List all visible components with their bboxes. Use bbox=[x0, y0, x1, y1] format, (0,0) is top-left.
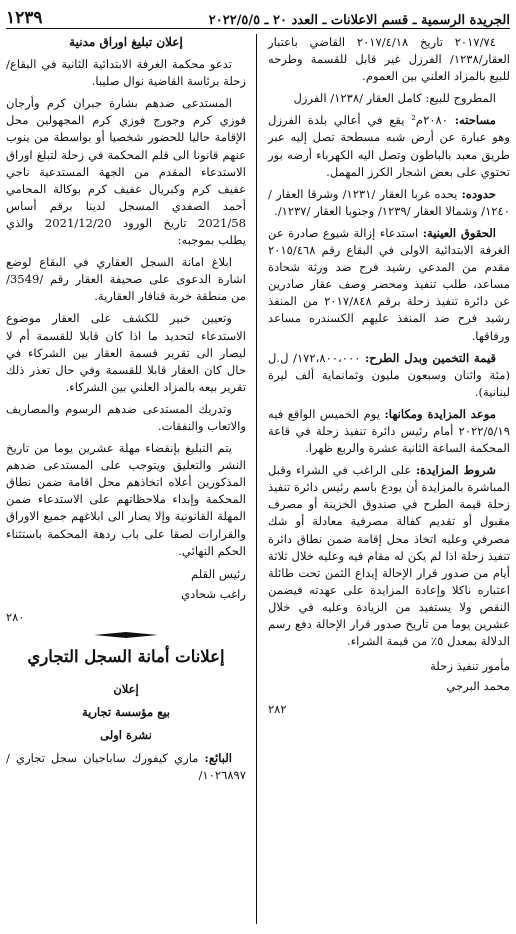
paragraph-judgment: ٢٠١٧/٧٤ تاريخ ٢٠١٧/٤/١٨ القاضي باعتبار العقار/١٢٣٨/ الفرزل غير قابل للقسمة وطرحه للبيع بالمزاد العلني بين العموم. bbox=[268, 35, 510, 84]
label-area: مساحته: bbox=[454, 113, 496, 128]
ad-subtitle-edition: نشرة اولى bbox=[100, 728, 152, 743]
left-column bbox=[6, 34, 246, 930]
signature-name: راغب شحادي bbox=[181, 586, 246, 601]
ad-title: إعلان bbox=[113, 682, 139, 697]
label-conditions: شروط المزايدة: bbox=[415, 463, 496, 478]
paragraph-area bbox=[268, 112, 510, 180]
paragraph-court: تدعو محكمة الغرفة الابتدائية الثانية في البقاع/ زحلة برئاسة القاضية نوال صليبا. bbox=[6, 57, 246, 89]
label-rights: الحقوق العينية: bbox=[422, 225, 497, 240]
text-rights: استدعاء إزالة شيوع صادرة عن الغرفة الابتدائية الاولى في البقاع رقم ٢٠١٥/٤٦٨ مقدم من المدعي رشيد فرح ضد ورثة شحادة مساعد، طلب تنفيذ ومحضر وصف عقار صادرين عن دائرة تنفيذ زحلة برقم ٢٠١٧/٨٤٨ من المنفذ رشيد فرح ضد المنفذ عليهم الكسندره مساعد ورفاقها. bbox=[268, 225, 510, 343]
signature-name: محمد البرجي bbox=[446, 679, 510, 694]
text-seller: ماري كيفورك ساباجيان سجل تجاري /١٠٢٦٨٩٧/ bbox=[6, 751, 246, 783]
label-auction-date: موعد المزايدة ومكانها: bbox=[384, 406, 497, 421]
text-boundaries: يحده غربا العقار /١٢٣١/ وشرقا العقار /١٢٤٠/ وشمالا العقار /١٢٣٩/ وجنوبا العقار /١٢٣٧/. bbox=[268, 186, 510, 218]
paragraph-rights bbox=[268, 225, 510, 345]
columns bbox=[6, 34, 510, 930]
label-seller: البائع: bbox=[204, 751, 233, 766]
paragraph-defendants: المستدعى ضدهم بشارة جبران كرم وأرجان فوزي كرم وجورج فوزي كرم المجهولين محل الإقامة حاليا للحضور شخصيا أو بواسطة من ينوب عنهم قانونا الى قلم المحكمة في زحلة لتبلغ اوراق الاستدعاء المقدم من الجهة المستدعية ناجي عفيف كرم وكبريال عفيف كرم بوكالة المحامي أحمد الصفدي المسجل لدينا برقم أساس 2021/58 تاريخ الورود 2021/12/20 والذي يطلب بموجبه: bbox=[6, 96, 246, 248]
paragraph-valuation bbox=[268, 350, 510, 401]
page-header bbox=[6, 4, 510, 29]
label-valuation: قيمة التخمين وبدل الطرح: bbox=[364, 350, 496, 365]
label-boundaries: حدوده: bbox=[461, 186, 496, 201]
signature-title: رئيس القلم bbox=[191, 566, 246, 581]
paragraph-conditions bbox=[268, 462, 510, 650]
right-column bbox=[268, 34, 510, 930]
paragraph-auction-date bbox=[268, 406, 510, 457]
paragraph-boundaries bbox=[268, 186, 510, 220]
paragraph-for-sale: المطروح للبيع: كامل العقار /١٢٣٨/ الفرزل bbox=[293, 91, 496, 106]
paragraph-request-1: ابلاغ امانة السجل العقاري في البقاع لوضع اشارة الدعوى على صحيفة العقار رقم /3549/ من منطقة خربة قنافار العقارية. bbox=[6, 255, 246, 304]
ad-subtitle-sale: بيع مؤسسة تجارية bbox=[81, 705, 170, 720]
paragraph-deadline: يتم التبليغ بإنقضاء مهلة عشرين يوما من تاريخ النشر والتعليق ويتوجب على المستدعى ضدهم المذكورين أعلاه اتخاذهم محل اقامة ضمن نطاق المحكمة وإبداء ملاحظاتهم على الاستدعاء ضمن المهلة القانونية وإلا يصار الى ابلاغهم جميع الاوراق والقرارات لصقا على باب ردهة المحكمة باستثناء الحكم النهائي. bbox=[6, 441, 246, 558]
notice-number: ٢٨٠ bbox=[6, 609, 25, 624]
text-valuation: ١٧٢،٨٠٠،٠٠٠/ ل.ل (مئة واثنان وسبعون مليون وثمانماية ألف ليرة لبنانية). bbox=[268, 350, 510, 399]
text-auction-date: يوم الخميس الواقع فيه ٢٠٢٢/٥/١٩ أمام رئيس دائرة تنفيذ زحلة في قاعة المحكمة الساعة الثانية عشرة والربع ظهرا. bbox=[268, 406, 510, 456]
notice-number: ٢٨٢ bbox=[268, 702, 287, 717]
paragraph-seller bbox=[6, 750, 246, 784]
section-title: إعلانات أمانة السجل التجاري bbox=[27, 647, 225, 666]
signature-title: مأمور تنفيذ زحلة bbox=[430, 659, 510, 674]
paragraph-request-2: وتعيين خبير للكشف على العقار موضوع الاستدعاء لتحديد ما اذا كان قابلا للقسمة أم لا ليصار الى تقرير قسمة العقار بين الشركاء في حال كان العقار قابلا للقسمة وفي حال تعذر ذلك تقرير بيعه بالمزاد العلني بين الشركاء. bbox=[6, 311, 246, 394]
diamond-rule-icon bbox=[94, 632, 158, 638]
running-title: الجريدة الرسمية ـ قسم الاعلانات ـ العدد ٢٠ ـ ٢٠٢٢/٥/٥ bbox=[208, 13, 510, 28]
paragraph-request-3: وتدريك المستدعى ضدهم الرسوم والمصاريف والاتعاب والنفقات. bbox=[6, 401, 246, 433]
text-area: ٢٠٨٠م² يقع في أعالي بلدة الفرزل وهو عبارة عن أرض شبه مسطحة تصل إليه عبر طريق معبد بالباطون وتصل اليه الكهرباء أرضه بور تحتوي على بعض اشجار الكرز المهمل. bbox=[268, 113, 510, 179]
text-conditions: على الراغب في الشراء وقبل المباشرة بالمزايدة أن يودع باسم رئيس دائرة تنفيذ زحلة قيمة الطرح في صندوق الخزينة أو مصرف مقبول أو تقديم كفالة مصرفية معادلة أو شك مصرفي وعليه اتخاذ محل إقامة ضمن نطاق دائرة تنفيذ زحلة اذا لم يكن له مقام فيه وعليه خلال ثلاثة أيام من صدور قرار الإحالة إيداع الثمن تحت طائلة اعتباره ناكلا وإعادة المزايدة على عهدته فيضمن النقص ولا يستفيد من الزيادة وعليه في خلال عشرين يوما من تاريخ صدور قرار الإحالة دفع رسم الدلالة بمعدل ٥٪ من قيمة الشراء. bbox=[268, 463, 510, 649]
page-number: ١٢٣٩ bbox=[6, 8, 43, 28]
notice-title: إعلان تبليغ اوراق مدنية bbox=[69, 35, 183, 49]
